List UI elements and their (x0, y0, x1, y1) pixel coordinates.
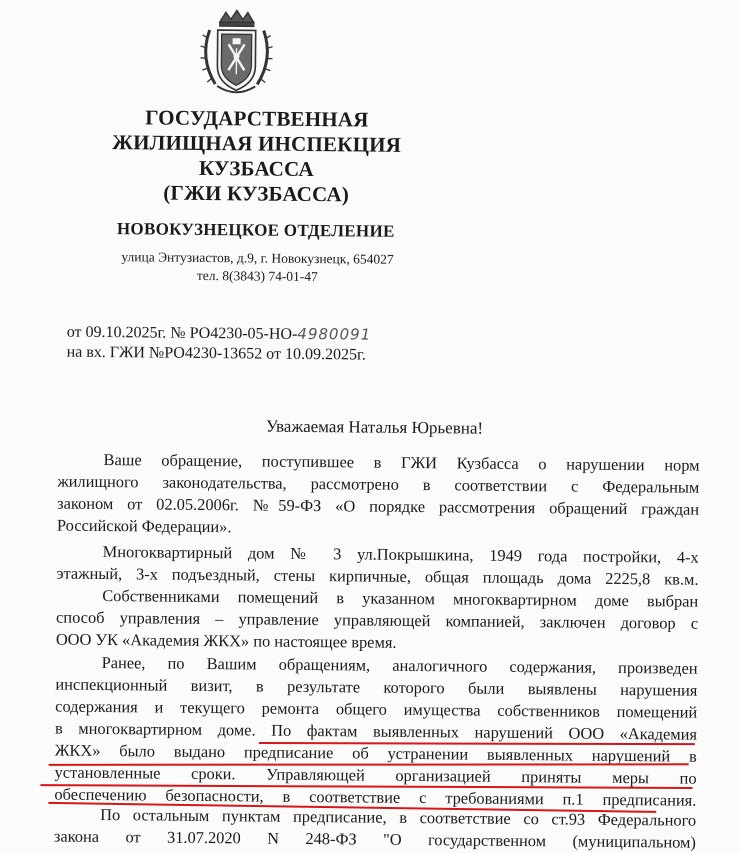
body-line: Российской Федерации». (56, 515, 232, 537)
body-line: обеспечению безопасности, в соответствие с требованиями п.1 предписания. (54, 784, 697, 810)
org-name-line-3: КУЗБАССА (198, 155, 314, 182)
body-line: содержания и текущего ремонта общего имущества собственников помещений (55, 696, 698, 722)
body-line: этажный, 3-х подъездный, стены кирпичные, общая площадь дома 2225,8 кв.м. (56, 563, 699, 589)
outgoing-reference-number: от 09.10.2025г. № РО4230-05-НО- (66, 323, 298, 343)
body-line: Многоквартирный дом № 3 ул.Покрышкина, 1949 года постройки, 4-х (102, 542, 699, 567)
body-line: По остальным пунктам предписание, в соответствие со ст.93 Федерального (100, 804, 697, 830)
handwritten-number: 4980091 (297, 324, 372, 344)
body-line: установленные сроки. Управляющей организацией приняты меры по (54, 762, 697, 788)
body-line: законом от 02.05.2006г. №59-ФЗ «О порядке рассмотрения обращений граждан (57, 493, 700, 519)
org-name-abbreviation: (ГЖИ КУЗБАССА) (163, 180, 350, 207)
body-line: Собственниками помещений в указанном многоквартирном доме выбран (102, 586, 699, 611)
body-line: ЖКХ» было выдано предписание об устранении выявленных нарушений в (54, 740, 697, 766)
body-line: Ранее, по Вашим обращениям, аналогичного содержания, произведен (101, 653, 698, 678)
address: улица Энтузиастов, д.9, г. Новокузнецк, 654027 (121, 249, 394, 267)
department-name: НОВОКУЗНЕЦКОЕ ОТДЕЛЕНИЕ (116, 219, 395, 241)
body-line: закона от 31.07.2020 N 248-ФЗ "О государственном (муниципальном) (53, 826, 697, 852)
body-line: жилищного законодательства, рассмотрено в соответствии с Федеральным (57, 471, 700, 497)
kuzbass-coat-of-arms-icon (195, 8, 278, 97)
org-name-line-1: ГОСУДАРСТВЕННАЯ (145, 105, 369, 132)
phone: тел. 8(3843) 74-01-47 (196, 267, 318, 285)
body-line: Ваше обращение, поступившее в ГЖИ Кузбасса о нарушении норм (103, 450, 700, 475)
body-line: в многоквартирном доме. По фактам выявленных нарушений ООО «Академия (54, 718, 698, 744)
incoming-reference: на вх. ГЖИ №РО4230-13652 от 10.09.2025г. (66, 343, 366, 364)
body-line: ООО УК «Академия ЖКХ» по настоящее время. (55, 629, 397, 652)
org-name-line-2: ЖИЛИЩНАЯ ИНСПЕКЦИЯ (112, 130, 402, 157)
body-line: способ управления – управление управляющей компанией, заключен договор с (55, 607, 699, 633)
body-line: инспекционный визит, в результате которого были выявлены нарушения (55, 674, 698, 700)
greeting: Уважаемая Наталья Юрьевна! (265, 416, 484, 438)
outgoing-reference (67, 323, 372, 345)
